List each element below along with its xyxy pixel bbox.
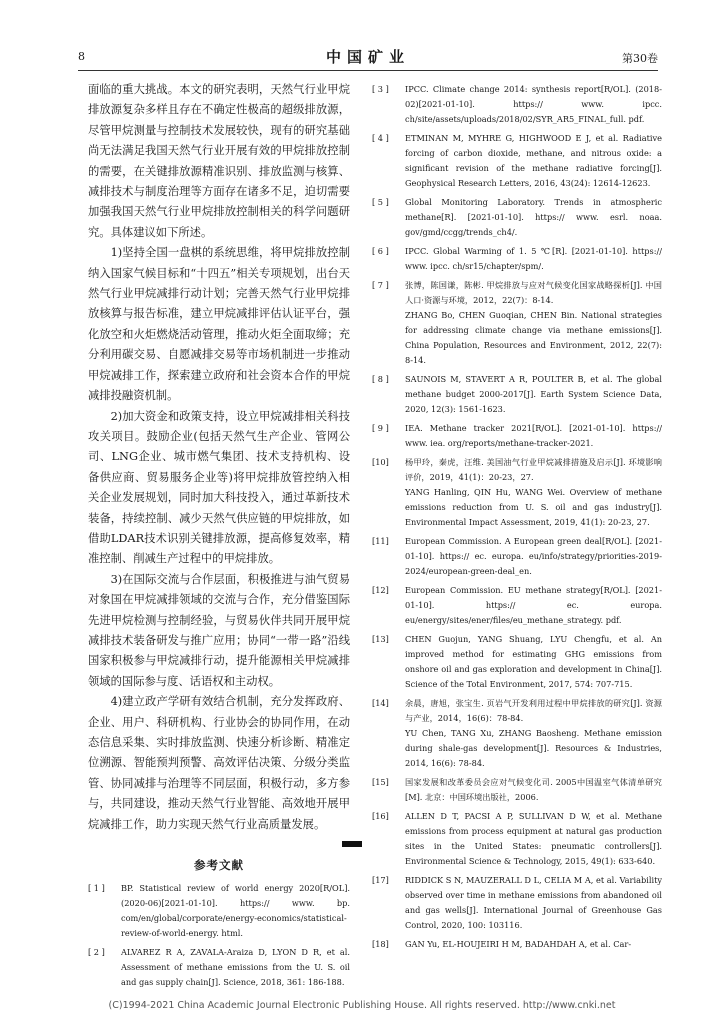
reference-line: RIDDICK S N, MAUZERALL D L, CELIA M A, et al. Variability observed over time in methane emissions from abandoned oil and gas wells[J]. International Journal of Greenhouse Gas Control, 2020, 100: 103116. bbox=[405, 875, 662, 930]
reference-number: [10] bbox=[372, 457, 389, 467]
reference-text bbox=[405, 131, 662, 191]
reference-number: [ 9 ] bbox=[372, 423, 389, 433]
reference-item bbox=[372, 775, 662, 805]
reference-item bbox=[372, 455, 662, 530]
reference-number: [ 1 ] bbox=[88, 883, 105, 894]
reference-text bbox=[405, 455, 662, 530]
reference-number: [15] bbox=[372, 777, 389, 787]
reference-number: [16] bbox=[372, 811, 389, 821]
reference-number: [12] bbox=[372, 585, 389, 595]
journal-name: 中国矿业 bbox=[325, 48, 410, 66]
reference-text bbox=[405, 583, 662, 628]
reference-number: [ 8 ] bbox=[372, 374, 389, 384]
reference-text bbox=[121, 881, 350, 941]
reference-text bbox=[405, 421, 662, 451]
reference-text bbox=[405, 809, 662, 869]
reference-number: [18] bbox=[372, 939, 389, 949]
reference-line: IPCC. Climate change 2014: synthesis report[R/OL]. (2018-02)[2021-01-10]. https:// www. ipcc. ch/site/assets/uploads/2018/02/SYR_AR5_FINAL_full. pdf. bbox=[405, 84, 662, 124]
references-heading: 参考文献 bbox=[194, 858, 244, 873]
reference-item bbox=[372, 696, 662, 771]
reference-item bbox=[372, 937, 662, 952]
volume-label: 第30卷 bbox=[622, 52, 658, 65]
reference-number: [ 5 ] bbox=[372, 197, 389, 207]
reference-text bbox=[405, 534, 662, 579]
reference-item bbox=[372, 372, 662, 417]
reference-line: CHEN Guojun, YANG Shuang, LYU Chengfu, et al. An improved method for estimating GHG emissions from onshore oil and gas exploration and development in China[J]. Science of the Total Environment, 2017, 574: 707-715. bbox=[405, 634, 662, 689]
reference-line: GAN Yu, EL-HOUJEIRI H M, BADAHDAH A, et al. Car- bbox=[405, 939, 632, 949]
reference-text bbox=[405, 696, 662, 771]
reference-text bbox=[405, 372, 662, 417]
reference-item bbox=[372, 583, 662, 628]
reference-text bbox=[405, 632, 662, 692]
reference-item bbox=[372, 195, 662, 240]
reference-text bbox=[405, 873, 662, 933]
reference-text bbox=[405, 278, 662, 368]
reference-item bbox=[372, 534, 662, 579]
reference-item bbox=[372, 809, 662, 869]
reference-number: [ 2 ] bbox=[88, 947, 105, 958]
body-paragraph: 4)建立政产学研有效结合机制，充分发挥政府、企业、用户、科研机构、行业协会的协同作用，在动态信息采集、实时排放监测、快速分析诊断、精准定位溯源、智能预判预警、高效评估决策、分级分类监管、协同减排与治理等不同层面，积极行动，多方参与，共同建设，推动天然气行业智能、高效地开展甲烷减排工作，助力实现天然气行业高质量发展。 bbox=[88, 695, 350, 831]
reference-number: [13] bbox=[372, 634, 389, 644]
reference-item bbox=[372, 131, 662, 191]
reference-line: European Commission. EU methane strategy[R/OL]. [2021-01-10]. https:// ec. europa. eu/energy/sites/ener/files/eu_methane_strategy. pdf. bbox=[405, 585, 662, 625]
reference-line: IEA. Methane tracker 2021[R/OL]. [2021-01-10]. https:// www. iea. org/reports/methane-tracker-2021. bbox=[405, 423, 662, 448]
reference-line: European Commission. A European green deal[R/OL]. [2021-01-10]. https:// ec. europa. eu/info/strategy/priorities-2019-2024/european-green-deal_en. bbox=[405, 536, 662, 576]
reference-text bbox=[121, 945, 350, 990]
reference-line: BP. Statistical review of world energy 2020[R/OL]. (2020-06)[2021-01-10]. https:// www. bp. com/en/global/corporate/energy-economics/statistical-review-of-world-energy. html. bbox=[121, 883, 350, 939]
copyright-footer: (C)1994-2021 China Academic Journal Electronic Publishing House. All rights reserved. http://www.cnki.net bbox=[108, 1000, 616, 1011]
reference-text bbox=[405, 937, 662, 952]
reference-line: YU Chen, TANG Xu, ZHANG Baosheng. Methane emission during shale-gas development[J]. Resources & Industries, 2014, 16(6): 78-84. bbox=[405, 728, 662, 768]
reference-line: YANG Hanling, QIN Hu, WANG Wei. Overview of methane emissions reduction from U. S. oil and gas industry[J]. Environmental Impact Assessment, 2019, 41(1): 20-23, 27. bbox=[405, 487, 662, 527]
reference-text bbox=[405, 195, 662, 240]
reference-number: [11] bbox=[372, 536, 389, 546]
body-paragraph: 2)加大资金和政策支持，设立甲烷减排相关科技攻关项目。鼓励企业(包括天然气生产企业、管网公司、LNG企业、城市燃气集团、技术支持机构、设备供应商、贸易服务企业等)将甲烷排放管控纳入相关企业发展规划，同时加大科技投入，通过革新技术装备，持续控制、减少天然气供应链的甲烷排放，如借助LDAR技术识别关键排放源，提高修复效率，精准控制、削减生产过程中的甲烷排放。 bbox=[88, 409, 350, 566]
reference-number: [14] bbox=[372, 698, 389, 708]
reference-line: 国家发展和改革委员会应对气候变化司. 2005中国温室气体清单研究[M]. 北京：中国环境出版社，2006. bbox=[405, 777, 662, 802]
reference-line: 杨甲玲，秦虎，汪维. 美国油气行业甲烷减排措施及启示[J]. 环境影响评价，2019，41(1)：20-23，27. bbox=[405, 457, 662, 482]
right-column bbox=[372, 82, 662, 956]
reference-line: Global Monitoring Laboratory. Trends in atmospheric methane[R]. [2021-01-10]. https:// www. esrl. noaa. gov/gmd/ccgg/trends_ch4/. bbox=[405, 197, 662, 237]
reference-list-left bbox=[88, 881, 350, 990]
reference-line: ALLEN D T, PACSI A P, SULLIVAN D W, et al. Methane emissions from process equipment at natural gas production sites in the United States: pneumatic controllers[J]. Environmental Science & Technology, 2015, 49(1): 633-640. bbox=[405, 811, 662, 866]
reference-line: IPCC. Global Warming of 1. 5 ℃[R]. [2021-01-10]. https:// www. ipcc. ch/sr15/chapter/spm/. bbox=[405, 246, 662, 271]
body-paragraph: 1)坚持全国一盘棋的系统思维，将甲烷排放控制纳入国家气候目标和“十四五”相关专项规划，出台天然气行业甲烷减排行动计划；完善天然气行业甲烷排放核算与报告标准，建立甲烷减排评估认证平台，强化放空和火炬燃烧活动管理，推动火炬全面取缔；充分利用碳交易、自愿减排交易等市场机制进一步推动甲烷减排工作，探索建立政府和社会资本合作的甲烷减排投融资机制。 bbox=[88, 246, 350, 403]
reference-item bbox=[372, 278, 662, 368]
reference-text bbox=[405, 775, 662, 805]
body-paragraph: 面临的重大挑战。本文的研究表明，天然气行业甲烷排放源复杂多样且存在不确定性极高的超级排放源，尽管甲烷测量与控制技术发展较快，现有的研究基础尚无法满足我国天然气行业开展有效的甲烷排放控制的需要，在关键排放源精准识别、排放监测与核算、减排技术与制度治理等方面存在诸多不足，迫切需要加强我国天然气行业甲烷排放控制相关的科学问题研究。具体建议如下所述。 bbox=[88, 83, 350, 239]
reference-line: 余晨，唐旭，张宝生. 页岩气开发利用过程中甲烷排放的研究[J]. 资源与产业，2014，16(6)：78-84. bbox=[405, 698, 662, 723]
page-header bbox=[78, 46, 658, 68]
body-paragraph: 3)在国际交流与合作层面，积极推进与油气贸易对象国在甲烷减排领域的交流与合作，充分借鉴国际先进甲烷检测与控制经验，与贸易伙伴共同开展甲烷减排技术装备研发与推广应用；协同“一带一路”沿线国家积极参与甲烷减排行动，提升能源相关甲烷减排领域的国际参与度、话语权和主动权。 bbox=[88, 572, 350, 688]
reference-item bbox=[372, 421, 662, 451]
reference-number: [17] bbox=[372, 875, 389, 885]
reference-item bbox=[372, 82, 662, 127]
reference-line: ETMINAN M, MYHRE G, HIGHWOOD E J, et al. Radiative forcing of carbon dioxide, methane, and nitrous oxide: a significant revision of the methane radiative forcing[J]. Geophysical Research Letters, 2016, 43(24): 12614-12623. bbox=[405, 133, 662, 188]
reference-item bbox=[88, 945, 350, 990]
header-rule bbox=[78, 70, 658, 71]
reference-number: [ 7 ] bbox=[372, 280, 389, 290]
left-column bbox=[88, 80, 350, 994]
reference-number: [ 3 ] bbox=[372, 84, 389, 94]
reference-number: [ 6 ] bbox=[372, 246, 389, 256]
reference-item bbox=[372, 244, 662, 274]
reference-text bbox=[405, 244, 662, 274]
reference-list-right bbox=[372, 82, 662, 952]
reference-item bbox=[372, 632, 662, 692]
reference-number: [ 4 ] bbox=[372, 133, 389, 143]
page-number: 8 bbox=[78, 50, 85, 63]
reference-line: ALVAREZ R A, ZAVALA-Araiza D, LYON D R, et al. Assessment of methane emissions from the U. S. oil and gas supply chain[J]. Science, 2018, 361: 186-188. bbox=[121, 947, 350, 988]
reference-line: 张博，陈国谦，陈彬. 甲烷排放与应对气候变化国家战略探析[J]. 中国人口·资源与环境，2012，22(7)：8-14. bbox=[405, 280, 662, 305]
reference-text bbox=[405, 82, 662, 127]
reference-line: ZHANG Bo, CHEN Guoqian, CHEN Bin. National strategies for addressing climate change via methane emissions[J]. China Population, Resources and Environment, 2012, 22(7): 8-14. bbox=[405, 310, 662, 365]
reference-item bbox=[88, 881, 350, 941]
reference-item bbox=[372, 873, 662, 933]
reference-line: SAUNOIS M, STAVERT A R, POULTER B, et al. The global methane budget 2000-2017[J]. Earth System Science Data, 2020, 12(3): 1561-1623. bbox=[405, 374, 662, 414]
end-mark bbox=[342, 841, 362, 847]
